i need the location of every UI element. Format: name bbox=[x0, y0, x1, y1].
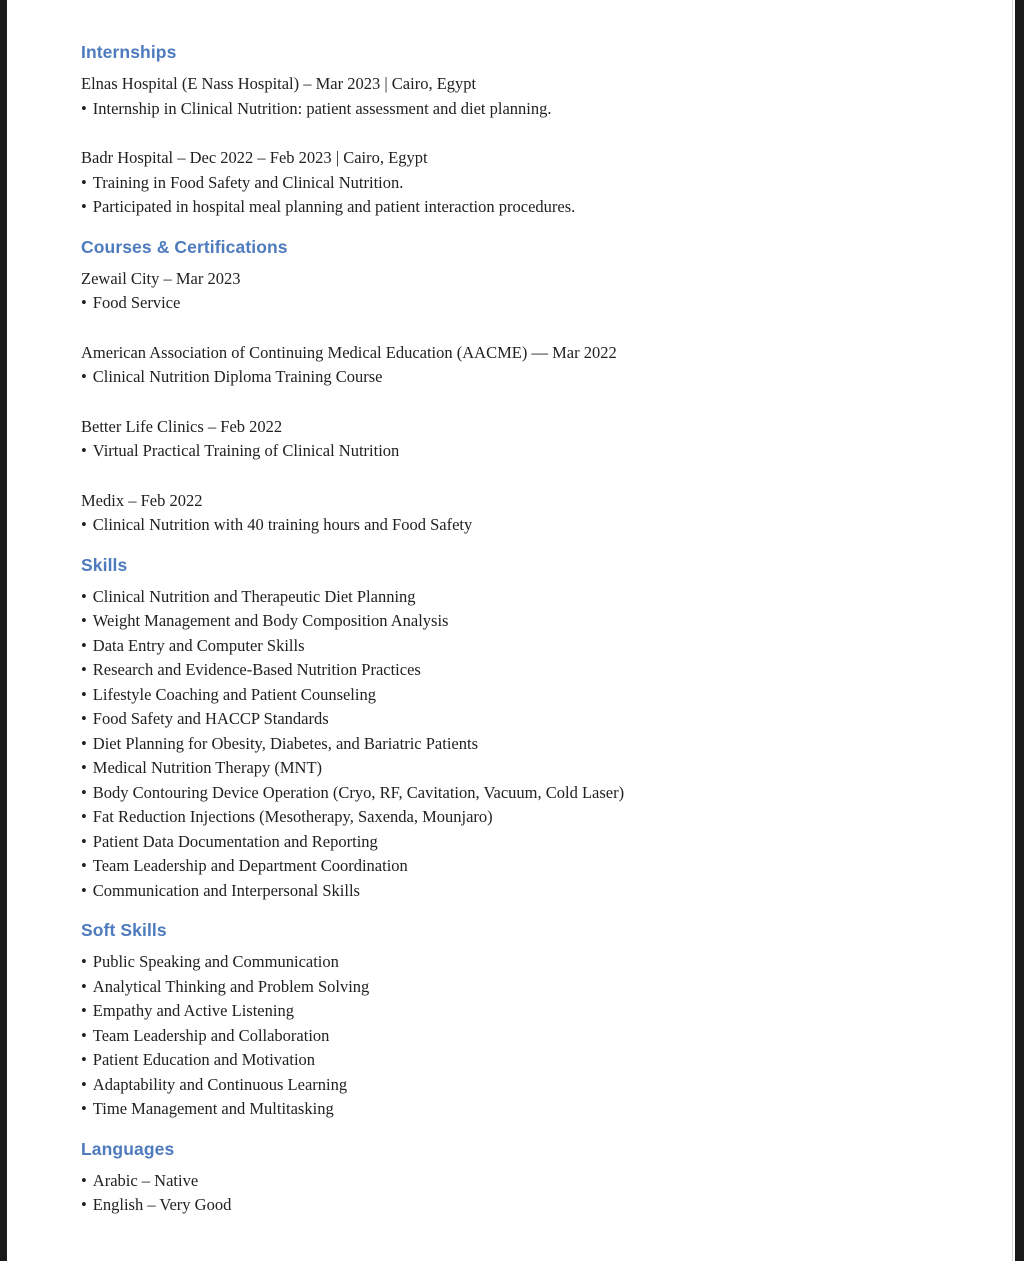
section-skills bbox=[81, 556, 978, 904]
bullet-text: Body Contouring Device Operation (Cryo, RF, Cavitation, Vacuum, Cold Laser) bbox=[92, 782, 625, 802]
bullet-icon: • bbox=[81, 976, 87, 996]
list-item bbox=[81, 585, 978, 610]
bullet-icon: • bbox=[81, 684, 87, 704]
bullet-icon: • bbox=[81, 880, 87, 900]
list-item bbox=[81, 634, 978, 659]
bullet-text: Internship in Clinical Nutrition: patient assessment and diet planning. bbox=[92, 98, 552, 118]
bullet-text: Clinical Nutrition Diploma Training Course bbox=[92, 367, 383, 386]
list-item bbox=[81, 658, 978, 683]
list-item bbox=[81, 683, 978, 708]
languages-group bbox=[81, 1169, 978, 1218]
bullet-icon: • bbox=[81, 1001, 87, 1020]
entry-title: Badr Hospital – Dec 2022 – Feb 2023 | Cairo, Egypt bbox=[81, 148, 428, 167]
bullet-text: Weight Management and Body Composition Analysis bbox=[92, 611, 449, 630]
internship-entry bbox=[81, 146, 978, 220]
list-item bbox=[81, 513, 978, 538]
list-item bbox=[81, 291, 978, 316]
bullet-text: Lifestyle Coaching and Patient Counseling bbox=[92, 684, 376, 704]
heading-languages: Languages bbox=[81, 1138, 175, 1159]
bullet-text: Virtual Practical Training of Clinical Nutrition bbox=[92, 441, 400, 460]
bullet-text: Data Entry and Computer Skills bbox=[92, 635, 305, 655]
bullet-icon: • bbox=[81, 441, 87, 460]
list-item bbox=[81, 732, 978, 757]
section-languages bbox=[81, 1140, 978, 1218]
bullet-icon: • bbox=[81, 367, 87, 386]
list-item bbox=[81, 805, 978, 830]
bullet-text: Team Leadership and Collaboration bbox=[92, 1025, 330, 1045]
bullet-text: Medical Nutrition Therapy (MNT) bbox=[92, 758, 323, 777]
list-item bbox=[81, 1048, 978, 1073]
section-internships bbox=[81, 43, 978, 220]
heading-soft-skills: Soft Skills bbox=[81, 920, 167, 940]
bullet-text: Arabic – Native bbox=[92, 1170, 199, 1190]
bullet-icon: • bbox=[81, 293, 87, 312]
bullet-text: Food Service bbox=[92, 293, 181, 312]
heading-internships: Internships bbox=[81, 42, 177, 62]
course-entry bbox=[81, 489, 978, 538]
bullet-icon: • bbox=[81, 660, 87, 679]
bullet-text: Team Leadership and Department Coordination bbox=[92, 856, 408, 875]
list-item bbox=[81, 950, 978, 975]
bullet-list bbox=[81, 439, 978, 464]
soft-skills-group bbox=[81, 950, 978, 1122]
bullet-icon: • bbox=[81, 1099, 87, 1118]
list-item bbox=[81, 854, 978, 879]
bullet-icon: • bbox=[81, 831, 87, 851]
bullet-list bbox=[81, 97, 978, 122]
bullet-icon: • bbox=[81, 515, 87, 534]
heading-skills: Skills bbox=[81, 554, 128, 575]
entry-title: Zewail City – Mar 2023 bbox=[81, 268, 241, 288]
list-item bbox=[81, 365, 978, 390]
list-item bbox=[81, 756, 978, 781]
list-item bbox=[81, 195, 978, 220]
bullet-icon: • bbox=[81, 952, 87, 971]
section-courses-certifications bbox=[81, 238, 978, 538]
bullet-icon: • bbox=[81, 611, 87, 630]
bullet-text: Participated in hospital meal planning and patient interaction procedures. bbox=[92, 197, 576, 216]
bullet-text: Adaptability and Continuous Learning bbox=[92, 1074, 348, 1094]
list-item bbox=[81, 171, 978, 196]
course-entry bbox=[81, 267, 978, 316]
bullet-list bbox=[81, 950, 978, 1122]
bullet-icon: • bbox=[81, 733, 87, 753]
bullet-icon: • bbox=[81, 856, 87, 875]
bullet-icon: • bbox=[81, 172, 87, 192]
bullet-icon: • bbox=[81, 586, 87, 606]
bullet-icon: • bbox=[81, 197, 87, 216]
internship-entry bbox=[81, 72, 978, 121]
list-item bbox=[81, 999, 978, 1024]
bullet-text: Public Speaking and Communication bbox=[92, 952, 339, 971]
bullet-list bbox=[81, 365, 978, 390]
list-item bbox=[81, 707, 978, 732]
entry-title: Elnas Hospital (E Nass Hospital) – Mar 2023 | Cairo, Egypt bbox=[81, 74, 477, 93]
bullet-icon: • bbox=[81, 1050, 87, 1069]
bullet-list bbox=[81, 585, 978, 904]
bullet-icon: • bbox=[81, 1195, 87, 1214]
bullet-text: Clinical Nutrition and Therapeutic Diet Planning bbox=[92, 586, 416, 606]
list-item bbox=[81, 975, 978, 1000]
skills-group bbox=[81, 585, 978, 904]
entry-title: American Association of Continuing Medical Education (AACME) — Mar 2022 bbox=[81, 342, 617, 362]
bullet-text: English – Very Good bbox=[92, 1195, 232, 1214]
list-item bbox=[81, 1073, 978, 1098]
bullet-text: Research and Evidence-Based Nutrition Practices bbox=[92, 660, 421, 679]
entry-title: Better Life Clinics – Feb 2022 bbox=[81, 416, 283, 436]
bullet-icon: • bbox=[81, 1025, 87, 1045]
bullet-icon: • bbox=[81, 709, 87, 728]
bullet-text: Analytical Thinking and Problem Solving bbox=[92, 976, 370, 996]
bullet-text: Patient Data Documentation and Reporting bbox=[92, 831, 378, 851]
bullet-icon: • bbox=[81, 807, 87, 826]
bullet-icon: • bbox=[81, 1074, 87, 1094]
bullet-icon: • bbox=[81, 758, 87, 777]
list-item bbox=[81, 1097, 978, 1122]
bullet-list bbox=[81, 1169, 978, 1218]
bullet-text: Food Safety and HACCP Standards bbox=[92, 709, 329, 728]
bullet-text: Fat Reduction Injections (Mesotherapy, Saxenda, Mounjaro) bbox=[92, 807, 493, 826]
bullet-text: Training in Food Safety and Clinical Nutrition. bbox=[92, 172, 404, 192]
course-entry bbox=[81, 341, 978, 390]
list-item bbox=[81, 781, 978, 806]
bullet-text: Diet Planning for Obesity, Diabetes, and Bariatric Patients bbox=[92, 733, 478, 753]
bullet-list bbox=[81, 513, 978, 538]
bullet-icon: • bbox=[81, 635, 87, 655]
bullet-text: Time Management and Multitasking bbox=[92, 1099, 334, 1118]
list-item bbox=[81, 609, 978, 634]
heading-courses-certifications: Courses & Certifications bbox=[81, 236, 288, 257]
bullet-text: Clinical Nutrition with 40 training hours and Food Safety bbox=[92, 515, 473, 534]
bullet-text: Patient Education and Motivation bbox=[92, 1050, 316, 1069]
entry-title: Medix – Feb 2022 bbox=[81, 490, 203, 510]
bullet-icon: • bbox=[81, 98, 87, 118]
list-item bbox=[81, 1024, 978, 1049]
list-item bbox=[81, 879, 978, 904]
list-item bbox=[81, 830, 978, 855]
bullet-list bbox=[81, 291, 978, 316]
list-item bbox=[81, 1169, 978, 1194]
list-item bbox=[81, 97, 978, 122]
section-soft-skills bbox=[81, 921, 978, 1122]
course-entry bbox=[81, 415, 978, 464]
bullet-text: Empathy and Active Listening bbox=[92, 1001, 294, 1020]
bullet-list bbox=[81, 171, 978, 220]
list-item bbox=[81, 1193, 978, 1218]
bullet-text: Communication and Interpersonal Skills bbox=[92, 880, 360, 900]
bullet-icon: • bbox=[81, 782, 87, 802]
bullet-icon: • bbox=[81, 1170, 87, 1190]
list-item bbox=[81, 439, 978, 464]
